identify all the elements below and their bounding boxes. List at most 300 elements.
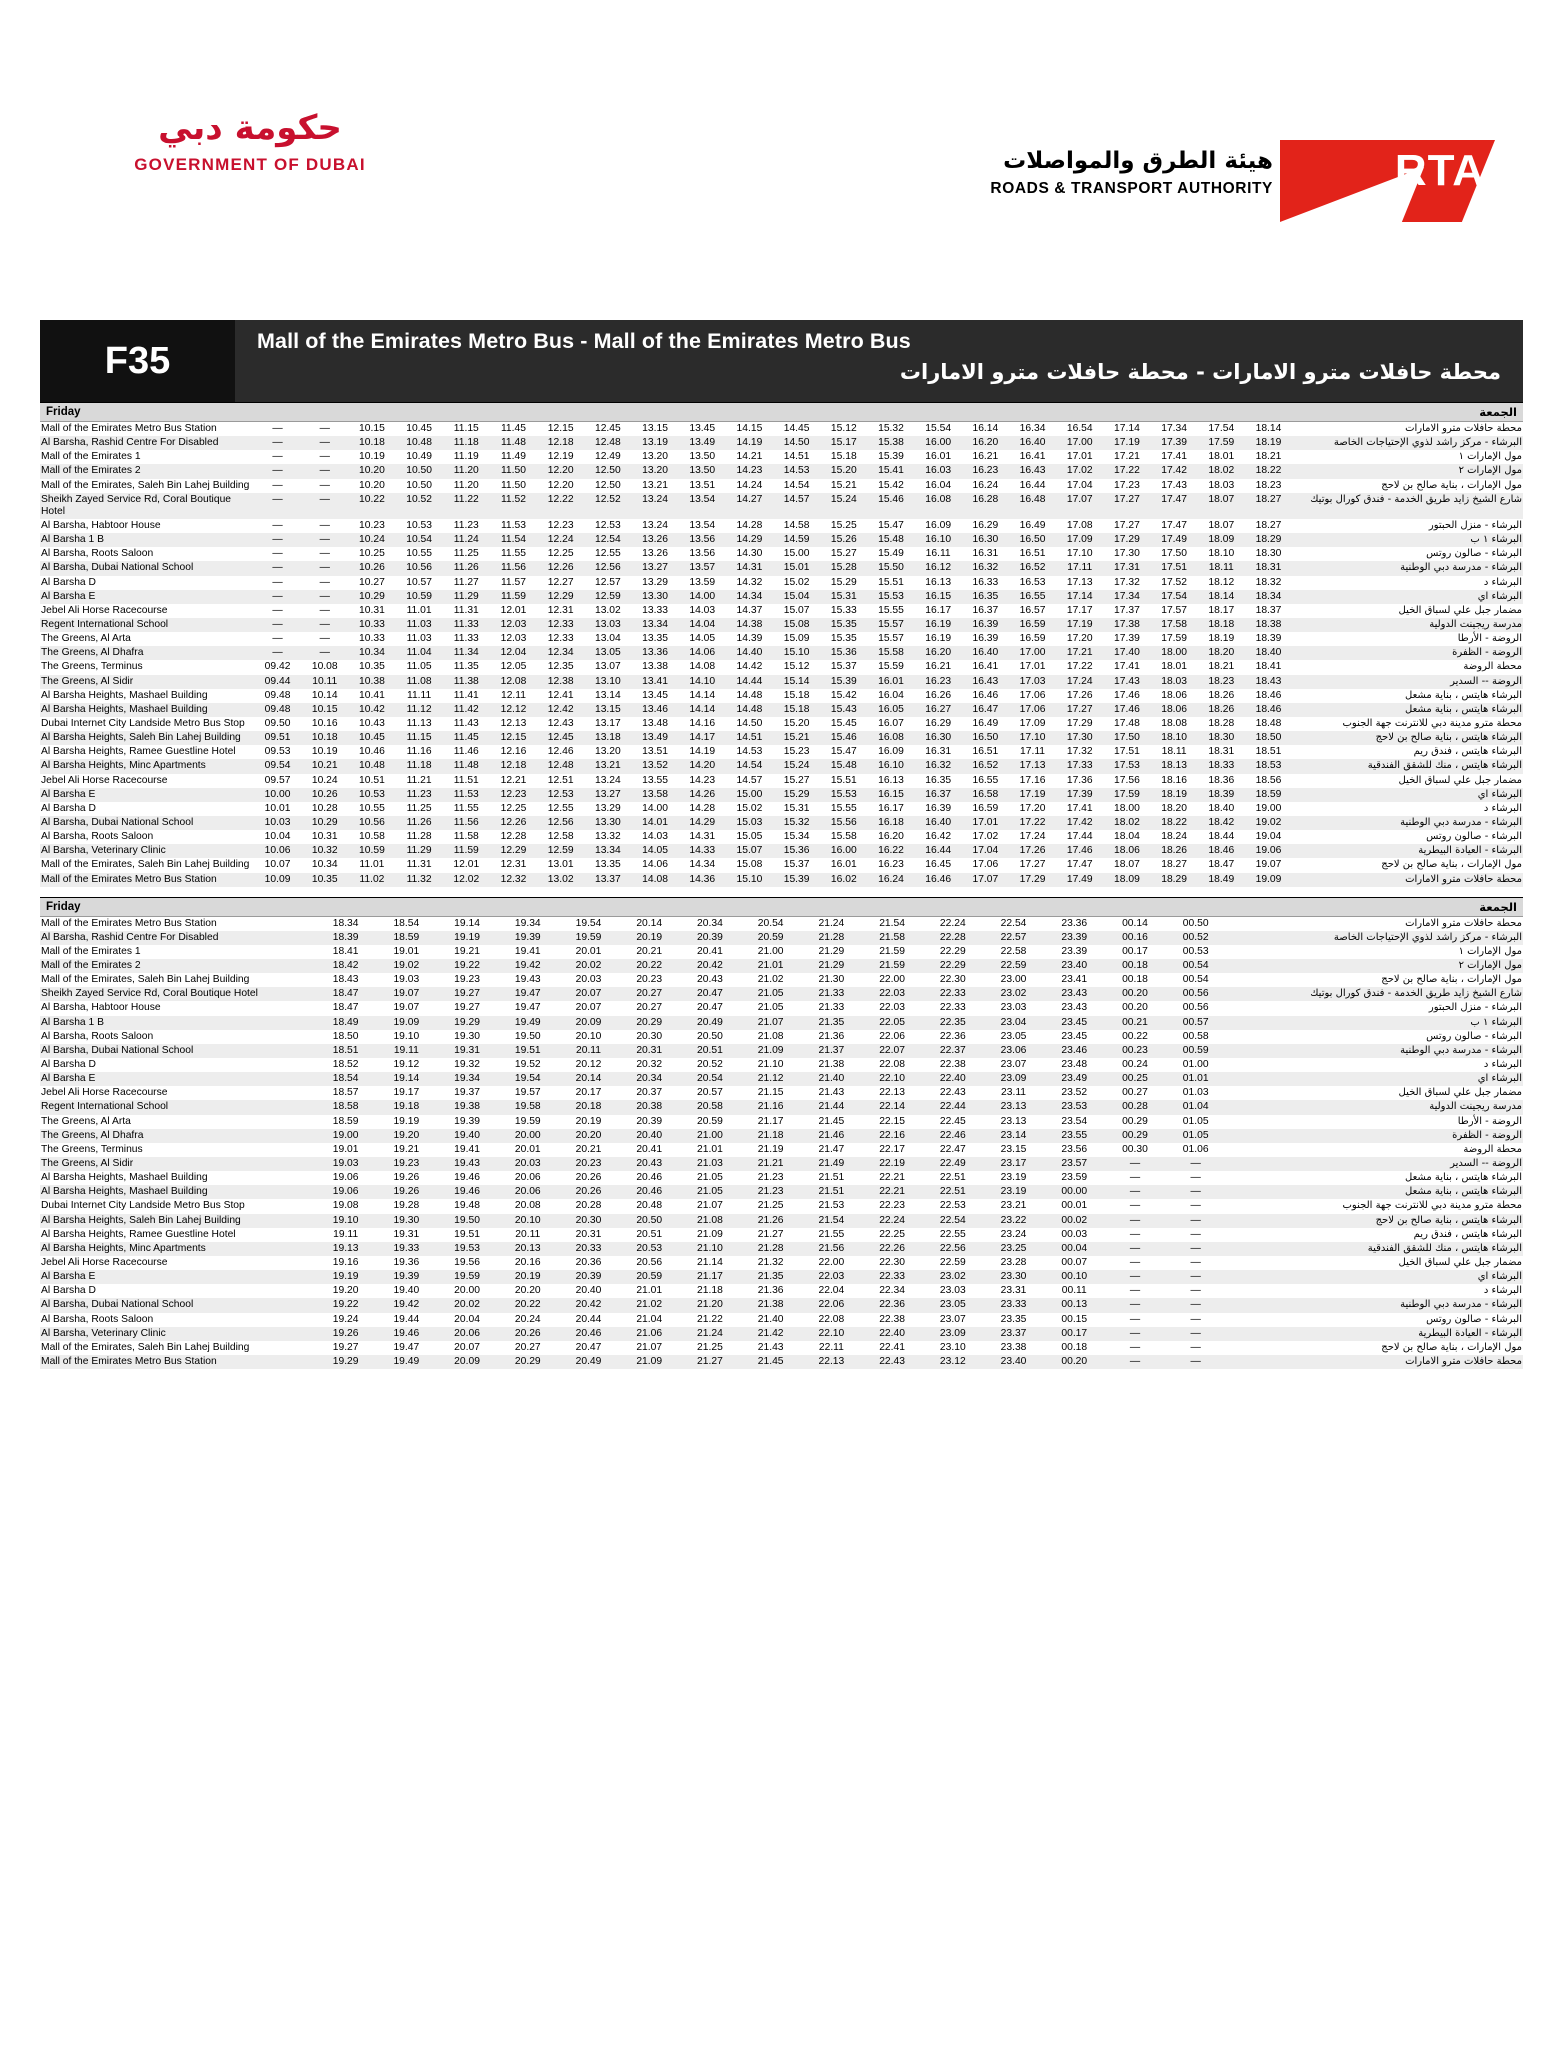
departure-time-cell: — — [1190, 1285, 1201, 1297]
departure-time-cell: — — [319, 451, 330, 463]
departure-time-cell: 14.53 — [736, 746, 763, 758]
rta-logo-text: RTA — [1394, 146, 1485, 195]
table-row — [40, 931, 1523, 945]
departure-time-cell: 20.40 — [619, 1129, 680, 1143]
departure-time-cell: 16.32 — [962, 561, 1009, 575]
departure-time-cell: 21.25 — [697, 1341, 723, 1353]
departure-time-cell: 20.07 — [558, 987, 619, 1001]
table-row — [40, 959, 1523, 973]
departure-time-cell: 19.50 — [437, 1214, 498, 1228]
departure-time-cell: 17.29 — [1103, 533, 1150, 547]
departure-time-cell: — — [1105, 1185, 1166, 1199]
departure-time-cell: 20.51 — [680, 1044, 741, 1058]
departure-time-cell: 21.36 — [818, 1030, 845, 1042]
stop-name-english: Al Barsha Heights, Minc Apartments — [40, 759, 254, 773]
table-row — [40, 590, 1523, 604]
departure-time-cell: 16.51 — [1019, 548, 1046, 560]
departure-time-cell: 00.11 — [1061, 1285, 1087, 1297]
departure-time-cell: 16.43 — [1009, 464, 1056, 478]
departure-time-cell: 15.39 — [773, 873, 820, 887]
departure-time-cell: — — [254, 590, 301, 604]
departure-time-cell: 18.46 — [1255, 689, 1282, 701]
departure-time-cell: 13.36 — [631, 646, 678, 660]
departure-time-cell: 20.42 — [680, 959, 741, 973]
departure-time-cell: 10.48 — [396, 436, 443, 450]
departure-time-cell: 19.42 — [376, 1298, 437, 1312]
departure-time-cell: 00.20 — [1105, 987, 1166, 1001]
stop-name-arabic: البرشاء هايتس ، فندق ريم — [1413, 746, 1522, 758]
departure-time-cell: 10.09 — [254, 873, 301, 887]
departure-time-cell: 09.42 — [264, 661, 291, 673]
departure-time-cell: 20.07 — [575, 1002, 602, 1014]
stop-name-arabic: مول الإمارات ١ — [1458, 945, 1522, 957]
stop-name-english: The Greens, Al Dhafra — [40, 1129, 315, 1143]
departure-time-cell: 18.11 — [1198, 561, 1245, 575]
departure-time-cell: 17.32 — [1114, 576, 1140, 588]
departure-time-cell: 22.26 — [862, 1242, 923, 1256]
departure-time-cell: 17.43 — [1161, 479, 1187, 491]
departure-time-cell: 11.34 — [443, 646, 490, 660]
departure-time-cell: 19.26 — [315, 1327, 376, 1341]
departure-time-cell: 18.54 — [315, 1072, 376, 1086]
departure-time-cell: 12.31 — [500, 859, 527, 871]
departure-time-cell: 19.12 — [393, 1059, 420, 1071]
departure-time-cell: 01.05 — [1182, 1115, 1209, 1127]
stop-name-arabic: البرشاء اي — [1226, 1270, 1523, 1284]
departure-time-cell: 11.49 — [500, 451, 526, 463]
departure-time-cell: 14.27 — [726, 493, 773, 519]
departure-time-cell: 22.37 — [922, 1044, 983, 1058]
departure-time-cell: 12.31 — [547, 604, 574, 616]
departure-time-cell: 12.20 — [537, 464, 584, 478]
stop-name-arabic: محطة حافلات مترو الامارات — [1405, 423, 1522, 434]
departure-time-cell: 17.16 — [1019, 774, 1046, 786]
departure-time-cell: 23.35 — [1000, 1313, 1027, 1325]
departure-time-cell: 18.10 — [1208, 548, 1235, 560]
departure-time-cell: 21.10 — [680, 1242, 741, 1256]
departure-time-cell: 16.39 — [972, 633, 999, 645]
departure-time-cell: 20.11 — [558, 1044, 619, 1058]
departure-time-cell: 18.21 — [1208, 661, 1235, 673]
stop-name-english: Al Barsha D — [41, 802, 96, 814]
departure-time-cell: 21.22 — [697, 1313, 723, 1325]
departure-time-cell: 19.40 — [437, 1129, 498, 1143]
stop-name-english: The Greens, Al Sidir — [40, 675, 254, 689]
departure-time-cell: 17.09 — [1056, 533, 1103, 547]
departure-time-cell: — — [1165, 1270, 1226, 1284]
departure-time-cell: 17.38 — [1103, 618, 1150, 632]
stop-name-arabic: البرشاء - منزل الحبتور — [1428, 519, 1522, 531]
departure-time-cell: 21.44 — [801, 1100, 862, 1114]
departure-time-cell: 10.21 — [301, 759, 348, 773]
authority-name — [990, 148, 1273, 198]
departure-time-cell: 12.11 — [500, 689, 526, 701]
departure-time-cell: 17.21 — [1114, 451, 1140, 463]
table-row — [40, 1355, 1523, 1369]
stop-name-arabic: البرشاء د — [1483, 802, 1522, 814]
departure-time-cell: 21.09 — [697, 1228, 723, 1240]
departure-time-cell: 20.01 — [575, 945, 602, 957]
departure-time-cell: 21.09 — [619, 1355, 680, 1369]
departure-time-cell: 23.21 — [1000, 1200, 1027, 1212]
departure-time-cell: 19.56 — [454, 1257, 480, 1269]
departure-time-cell: 15.03 — [726, 816, 773, 830]
stop-name-english: Al Barsha D — [41, 576, 96, 588]
departure-time-cell: 15.46 — [820, 731, 867, 745]
departure-time-cell: 20.50 — [697, 1030, 723, 1042]
departure-time-cell: — — [1105, 1214, 1166, 1228]
departure-time-cell: 16.26 — [925, 689, 952, 701]
departure-time-cell: 19.22 — [437, 959, 498, 973]
departure-time-cell: — — [254, 436, 301, 450]
departure-time-cell: 22.24 — [939, 917, 966, 929]
departure-time-cell: 10.34 — [311, 859, 338, 871]
departure-time-cell: 18.27 — [1255, 519, 1282, 531]
departure-time-cell: — — [319, 576, 330, 588]
departure-time-cell: 17.27 — [1056, 703, 1103, 717]
departure-time-cell: 19.29 — [315, 1355, 376, 1369]
departure-time-cell: 22.17 — [879, 1143, 905, 1155]
schedule-sections — [40, 402, 1523, 1369]
departure-time-cell: 19.18 — [376, 1100, 437, 1114]
departure-time-cell: 17.07 — [1056, 493, 1103, 519]
departure-time-cell: 15.10 — [773, 646, 820, 660]
departure-time-cell: 13.34 — [584, 844, 631, 858]
departure-time-cell: 17.21 — [1056, 646, 1103, 660]
departure-time-cell: 17.29 — [1066, 717, 1093, 729]
departure-time-cell: 17.47 — [1066, 859, 1093, 871]
departure-time-cell: 19.07 — [376, 987, 437, 1001]
departure-time-cell: 00.04 — [1044, 1242, 1105, 1256]
departure-time-cell: 19.46 — [437, 1185, 498, 1199]
departure-time-cell: 20.29 — [497, 1355, 558, 1369]
departure-time-cell: 12.59 — [537, 844, 584, 858]
departure-time-cell: 14.48 — [726, 703, 773, 717]
departure-time-cell: 10.18 — [301, 731, 348, 745]
departure-time-cell: 23.45 — [1044, 1016, 1105, 1030]
departure-time-cell: 15.58 — [867, 646, 914, 660]
departure-time-cell: 12.56 — [584, 561, 631, 575]
departure-time-cell: 13.34 — [631, 618, 678, 632]
departure-time-cell: 17.01 — [962, 816, 1009, 830]
departure-time-cell: 16.00 — [915, 436, 962, 450]
table-row — [40, 1072, 1523, 1086]
table-row — [40, 830, 1523, 844]
departure-time-cell: 11.58 — [453, 831, 479, 843]
stop-name-english: The Greens, Terminus — [41, 1143, 143, 1155]
departure-time-cell: 21.09 — [740, 1044, 801, 1058]
departure-time-cell: 12.23 — [547, 519, 574, 531]
departure-time-cell: 16.29 — [972, 519, 999, 531]
government-of-dubai-logo — [100, 110, 400, 175]
departure-time-cell: 20.46 — [619, 1185, 680, 1199]
departure-time-cell: 11.03 — [396, 618, 443, 632]
table-row — [40, 1313, 1523, 1327]
departure-time-cell: 16.50 — [962, 731, 1009, 745]
departure-time-cell: 10.46 — [359, 746, 385, 758]
departure-time-cell: 14.31 — [689, 831, 716, 843]
departure-time-cell: 11.41 — [453, 689, 479, 701]
stop-name-english: Al Barsha, Roots Saloon — [41, 1030, 154, 1042]
table-row — [40, 844, 1523, 858]
stop-name-arabic: محطة الروضة — [1463, 661, 1522, 673]
departure-time-cell: 23.30 — [983, 1270, 1044, 1284]
departure-time-cell: 15.02 — [783, 576, 810, 588]
departure-time-cell: 15.20 — [820, 464, 867, 478]
stop-name-arabic: مضمار جبل علي لسباق الخيل — [1398, 1087, 1522, 1099]
departure-time-cell: 14.23 — [689, 774, 716, 786]
departure-time-cell: 12.50 — [584, 464, 631, 478]
departure-time-cell: 12.29 — [537, 590, 584, 604]
departure-time-cell: 16.30 — [915, 731, 962, 745]
departure-time-cell: 19.09 — [1245, 873, 1292, 887]
departure-time-cell: 19.08 — [332, 1200, 359, 1212]
departure-time-cell: 16.05 — [867, 703, 914, 717]
departure-time-cell: 19.01 — [332, 1143, 359, 1155]
stop-name-arabic: مول الإمارات ، بناية صالح بن لاحج — [1381, 479, 1522, 491]
departure-time-cell: 21.33 — [801, 987, 862, 1001]
departure-time-cell: 15.04 — [773, 590, 820, 604]
departure-time-cell: 21.23 — [757, 1172, 784, 1184]
departure-time-cell: 22.34 — [879, 1285, 905, 1297]
departure-time-cell: 16.53 — [1019, 576, 1046, 588]
departure-time-cell: 12.21 — [500, 774, 527, 786]
departure-time-cell: 21.17 — [680, 1270, 741, 1284]
departure-time-cell: 16.43 — [962, 675, 1009, 689]
departure-time-cell: 11.03 — [406, 633, 432, 645]
table-row — [40, 1284, 1523, 1298]
departure-time-cell: 16.08 — [867, 731, 914, 745]
departure-time-cell: 18.49 — [315, 1016, 376, 1030]
departure-time-cell: 20.20 — [558, 1129, 619, 1143]
departure-time-cell: 22.40 — [922, 1072, 983, 1086]
departure-time-cell: 23.04 — [983, 1016, 1044, 1030]
departure-time-cell: 22.58 — [1000, 945, 1027, 957]
departure-time-cell: 22.30 — [879, 1257, 905, 1269]
departure-time-cell: — — [1190, 1341, 1201, 1353]
table-row — [40, 464, 1523, 478]
departure-time-cell: 13.41 — [631, 675, 678, 689]
departure-time-cell: 12.55 — [547, 802, 574, 814]
departure-time-cell: 18.07 — [1208, 519, 1235, 531]
departure-time-cell: 18.42 — [1198, 816, 1245, 830]
departure-time-cell: 19.20 — [376, 1129, 437, 1143]
departure-time-cell: 10.28 — [311, 802, 338, 814]
stop-name-arabic: مضمار جبل علي لسباق الخيل — [1398, 774, 1522, 786]
departure-time-cell: 20.07 — [454, 1341, 480, 1353]
departure-time-cell: 20.20 — [514, 1285, 541, 1297]
departure-time-cell: 19.44 — [393, 1313, 420, 1325]
departure-time-cell: 16.03 — [915, 464, 962, 478]
departure-time-cell: 19.23 — [454, 974, 480, 986]
departure-time-cell: 17.37 — [1114, 604, 1140, 616]
departure-time-cell: 20.22 — [619, 959, 680, 973]
departure-time-cell: 19.22 — [315, 1298, 376, 1312]
departure-time-cell: 16.08 — [915, 493, 962, 519]
departure-time-cell: 16.44 — [1019, 479, 1046, 491]
departure-time-cell: 14.36 — [679, 873, 726, 887]
departure-time-cell: — — [301, 436, 348, 450]
departure-time-cell: 22.16 — [862, 1129, 923, 1143]
departure-time-cell: 20.14 — [636, 917, 663, 929]
departure-time-cell: 09.53 — [264, 746, 291, 758]
departure-time-cell: 16.45 — [925, 859, 952, 871]
departure-time-cell: 10.23 — [359, 519, 385, 531]
departure-time-cell: 18.46 — [1245, 703, 1292, 717]
departure-time-cell: 19.57 — [514, 1087, 541, 1099]
day-header-bar — [40, 402, 1523, 422]
departure-time-cell: 20.26 — [575, 1172, 602, 1184]
departure-time-cell: 23.19 — [983, 1185, 1044, 1199]
departure-time-cell: 10.45 — [348, 731, 395, 745]
departure-time-cell: 12.32 — [490, 873, 537, 887]
departure-time-cell: 16.59 — [1019, 633, 1046, 645]
stop-name-english: Al Barsha, Dubai National School — [40, 561, 254, 575]
departure-time-cell: 00.21 — [1105, 1016, 1166, 1030]
departure-time-cell: 15.02 — [736, 802, 763, 814]
departure-time-cell: — — [1165, 1355, 1226, 1369]
stop-name-english: Al Barsha Heights, Mashael Building — [41, 689, 208, 701]
departure-time-cell: 15.29 — [830, 576, 857, 588]
departure-time-cell: 11.15 — [453, 423, 479, 434]
departure-time-cell: 23.05 — [1000, 1030, 1027, 1042]
departure-time-cell: 12.58 — [547, 831, 574, 843]
departure-time-cell: 17.14 — [1114, 423, 1140, 434]
departure-time-cell: — — [1165, 1327, 1226, 1341]
stop-name-english: Al Barsha 1 B — [40, 1016, 315, 1030]
departure-time-cell: 18.16 — [1161, 774, 1187, 786]
departure-time-cell: 19.43 — [437, 1157, 498, 1171]
table-row — [40, 1001, 1523, 1015]
departure-time-cell: 10.53 — [406, 519, 432, 531]
departure-time-cell: 13.20 — [642, 451, 668, 463]
departure-time-cell: 15.25 — [830, 519, 857, 531]
departure-time-cell: 13.51 — [642, 746, 668, 758]
departure-time-cell: 17.50 — [1103, 731, 1150, 745]
departure-time-cell: 20.44 — [575, 1313, 602, 1325]
stop-name-arabic: محطة مترو مدينة دبي للانترنت جهة الجنوب — [1342, 717, 1522, 729]
departure-time-cell: 13.35 — [594, 859, 621, 871]
departure-time-cell: 18.29 — [1245, 533, 1292, 547]
departure-time-cell: 16.10 — [915, 533, 962, 547]
departure-time-cell: 00.16 — [1105, 931, 1166, 945]
departure-time-cell: 18.59 — [1245, 788, 1292, 802]
departure-time-cell: 22.55 — [939, 1228, 966, 1240]
departure-time-cell: 23.33 — [983, 1298, 1044, 1312]
departure-time-cell: 11.13 — [406, 717, 432, 729]
departure-time-cell: 21.54 — [879, 917, 905, 929]
table-row — [40, 1214, 1523, 1228]
table-row — [40, 576, 1523, 590]
table-row — [40, 1327, 1523, 1341]
departure-time-cell: 23.15 — [1000, 1143, 1027, 1155]
table-row — [40, 561, 1523, 575]
departure-time-cell: 15.51 — [830, 774, 857, 786]
stop-name-english: Regent International School — [40, 1100, 315, 1114]
departure-time-cell: 22.38 — [879, 1313, 905, 1325]
departure-time-cell: 00.20 — [1044, 1355, 1105, 1369]
stop-name-arabic: البرشاء هايتس ، بناية صالح بن لاحج — [1226, 1214, 1523, 1228]
departure-time-cell: 22.21 — [862, 1185, 923, 1199]
departure-time-cell: 14.50 — [736, 717, 763, 729]
departure-time-cell: 23.07 — [1000, 1059, 1027, 1071]
departure-time-cell: 17.09 — [1019, 717, 1046, 729]
departure-time-cell: 22.28 — [922, 931, 983, 945]
departure-time-cell: 11.24 — [443, 533, 490, 547]
departure-time-cell: 10.32 — [301, 844, 348, 858]
table-row — [40, 1044, 1523, 1058]
departure-time-cell: 18.06 — [1151, 703, 1198, 717]
table-row — [40, 422, 1523, 436]
departure-time-cell: 16.37 — [915, 788, 962, 802]
departure-time-cell: 17.19 — [1009, 788, 1056, 802]
departure-time-cell: 22.33 — [939, 1002, 966, 1014]
departure-time-cell: 17.39 — [1151, 436, 1198, 450]
departure-time-cell: 21.58 — [862, 931, 923, 945]
departure-time-cell: 13.38 — [642, 661, 668, 673]
departure-time-cell: 22.43 — [939, 1087, 966, 1099]
departure-time-cell: 20.56 — [636, 1257, 663, 1269]
departure-time-cell: 17.11 — [1056, 561, 1103, 575]
departure-time-cell: 23.24 — [1000, 1228, 1027, 1240]
departure-time-cell: 12.57 — [594, 576, 621, 588]
departure-time-cell: 18.06 — [1103, 844, 1150, 858]
departure-time-cell: 17.06 — [1009, 703, 1056, 717]
departure-time-cell: 19.39 — [497, 931, 558, 945]
departure-time-cell: 00.10 — [1044, 1270, 1105, 1284]
departure-time-cell: 20.51 — [636, 1228, 663, 1240]
departure-time-cell: 16.28 — [962, 493, 1009, 519]
departure-time-cell: 22.15 — [879, 1115, 905, 1127]
departure-time-cell: 14.51 — [783, 451, 810, 463]
departure-time-cell: 11.05 — [406, 661, 432, 673]
departure-time-cell: 21.18 — [697, 1285, 723, 1297]
departure-time-cell: 16.12 — [915, 561, 962, 575]
departure-time-cell: 19.02 — [1245, 816, 1292, 830]
stop-name-arabic: الروضة - الأرطا — [1457, 1115, 1522, 1127]
departure-time-cell: 18.57 — [332, 1087, 359, 1099]
departure-time-cell: 10.31 — [359, 604, 385, 616]
departure-time-cell: 17.00 — [1056, 436, 1103, 450]
departure-time-cell: 10.50 — [406, 479, 432, 491]
departure-time-cell: 21.43 — [757, 1341, 784, 1353]
departure-time-cell: 23.55 — [1044, 1129, 1105, 1143]
departure-time-cell: 15.45 — [830, 717, 857, 729]
departure-time-cell: 12.01 — [500, 604, 527, 616]
stop-name-arabic: البرشاء د — [1483, 1059, 1522, 1071]
departure-time-cell: 15.23 — [783, 746, 810, 758]
departure-time-cell: 16.55 — [1009, 590, 1056, 604]
stop-name-arabic: البرشاء هايتس ، بناية مشعل — [1292, 703, 1523, 717]
departure-time-cell: 19.09 — [376, 1016, 437, 1030]
departure-time-cell: 18.43 — [332, 974, 359, 986]
departure-time-cell: 23.38 — [1000, 1341, 1027, 1353]
departure-time-cell: 21.29 — [801, 959, 862, 973]
departure-time-cell: 17.27 — [1103, 493, 1150, 519]
departure-time-cell: — — [1165, 1157, 1226, 1171]
departure-time-cell: 10.34 — [348, 646, 395, 660]
departure-time-cell: 15.00 — [726, 788, 773, 802]
departure-time-cell: 18.52 — [332, 1059, 359, 1071]
departure-time-cell: 17.00 — [1009, 646, 1056, 660]
table-row — [40, 1143, 1523, 1157]
table-row — [40, 1129, 1523, 1143]
departure-time-cell: 20.02 — [558, 959, 619, 973]
departure-time-cell: 20.06 — [514, 1172, 541, 1184]
departure-time-cell: 15.58 — [830, 831, 857, 843]
departure-time-cell: 15.37 — [830, 661, 857, 673]
departure-time-cell: 14.54 — [726, 759, 773, 773]
